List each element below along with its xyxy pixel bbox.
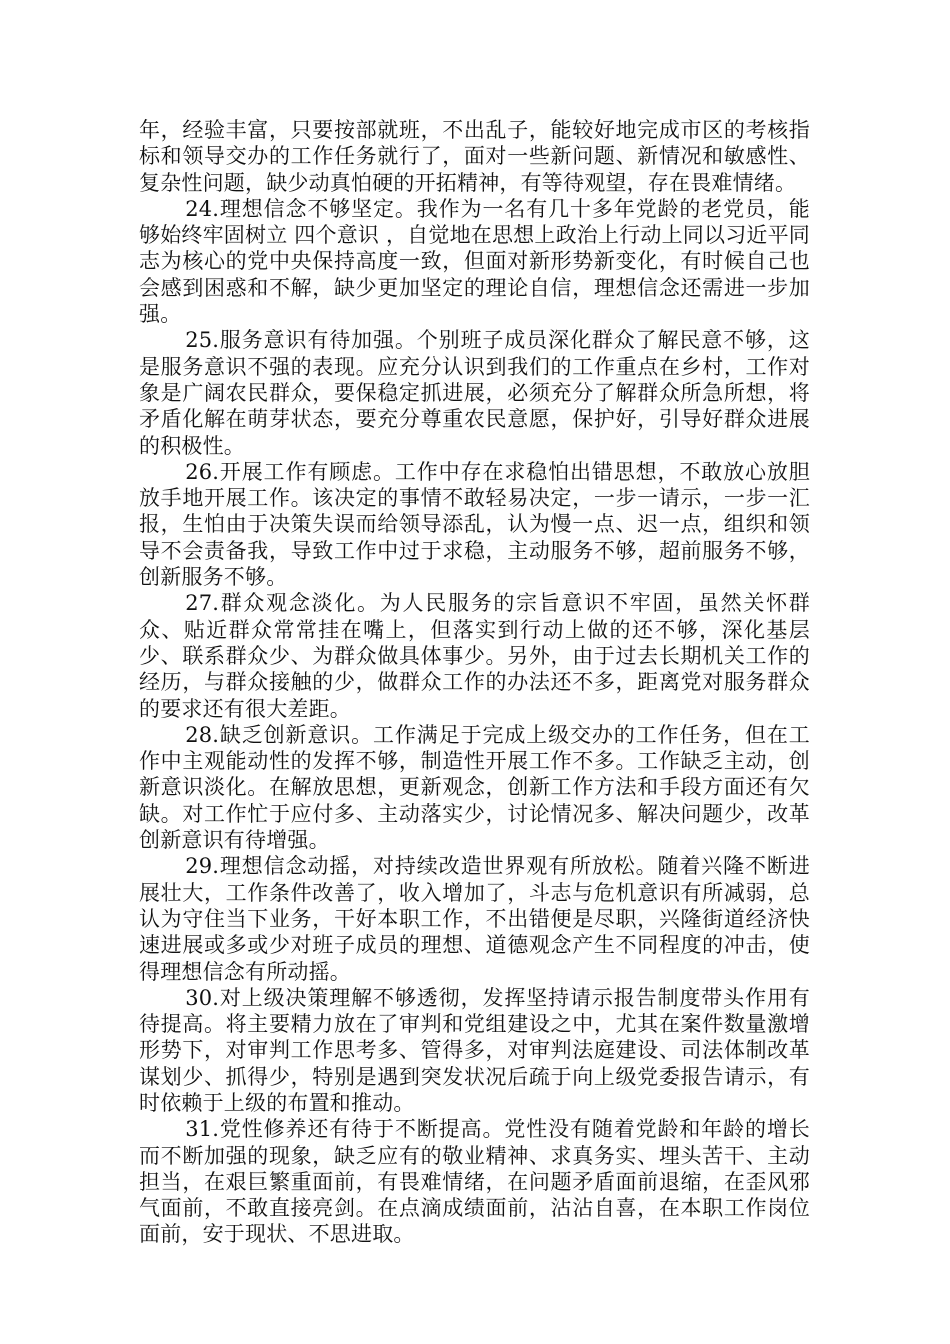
paragraph-26: 26.开展工作有顾虑。工作中存在求稳怕出错思想，不敢放心放胆放手地开展工作。该决定的事情不敢轻易决定，一步一请示，一步一汇报，生怕由于决策失误而给领导添乱，认为慢一点、迟一点，组织和领导不会责备我，导致工作中过于求稳，主动服务不够，超前服务不够，创新服务不够。 xyxy=(139,459,810,590)
paragraph-23-continued: 年，经验丰富，只要按部就班，不出乱子，能较好地完成市区的考核指标和领导交办的工作任务就行了，面对一些新问题、新情况和敏感性、复杂性问题，缺少动真怕硬的开拓精神，有等待观望，存在畏难情绪。 xyxy=(139,118,810,195)
paragraph-25: 25.服务意识有待加强。个别班子成员深化群众了解民意不够，这是服务意识不强的表现。应充分认识到我们的工作重点在乡村，工作对象是广阔农民群众，要保稳定抓进展，必须充分了解群众所急所想，将矛盾化解在萌芽状态，要充分尊重农民意愿，保护好，引导好群众进展的积极性。 xyxy=(139,328,810,458)
paragraph-24: 24.理想信念不够坚定。我作为一名有几十多年党龄的老党员，能够始终牢固树立 四个意识 ，自觉地在思想上政治上行动上同以习近平同志为核心的党中央保持高度一致，但面对新形势新变化，有时候自己也会感到困惑和不解，缺少更加坚定的理论自信，理想信念还需进一步加强。 xyxy=(139,196,810,327)
paragraph-28: 28.缺乏创新意识。工作满足于完成上级交办的工作任务，但在工作中主观能动性的发挥不够，制造性开展工作不多。工作缺乏主动，创新意识淡化。在解放思想，更新观念，创新工作方法和手段方面还有欠缺。对工作忙于应付多、主动落实少，讨论情况多、解决问题少，改革创新意识有待增强。 xyxy=(139,722,810,853)
paragraph-29: 29.理想信念动摇，对持续改造世界观有所放松。随着兴隆不断进展壮大，工作条件改善了，收入增加了，斗志与危机意识有所减弱，总认为守住当下业务，干好本职工作，不出错便是尽职，兴隆街道经济快速进展或多或少对班子成员的理想、道德观念产生不同程度的冲击，使得理想信念有所动摇。 xyxy=(139,854,810,984)
paragraph-30: 30.对上级决策理解不够透彻，发挥坚持请示报告制度带头作用有待提高。将主要精力放在了审判和党组建设之中，尤其在案件数量激增形势下，对审判工作思考多、管得多，对审判法庭建设、司法体制改革谋划少、抓得少，特别是遇到突发状况后疏于向上级党委报告请示，有时依赖于上级的布置和推动。 xyxy=(139,985,810,1115)
document-body xyxy=(139,117,810,1248)
paragraph-27: 27.群众观念淡化。为人民服务的宗旨意识不牢固，虽然关怀群众、贴近群众常常挂在嘴上，但落实到行动上做的还不够，深化基层少、联系群众少、为群众做具体事少。另外，由于过去长期机关工作的经历，与群众接触的少，做群众工作的办法还不多，距离党对服务群众的要求还有很大差距。 xyxy=(139,591,810,721)
paragraph-31: 31.党性修养还有待于不断提高。党性没有随着党龄和年龄的增长而不断加强的现象，缺乏应有的敬业精神、求真务实、埋头苦干、主动担当，在艰巨繁重面前，有畏难情绪，在问题矛盾面前退缩，在歪风邪气面前，不敢直接亮剑。在点滴成绩面前，沾沾自喜，在本职工作岗位面前，安于现状、不思进取。 xyxy=(139,1117,810,1247)
